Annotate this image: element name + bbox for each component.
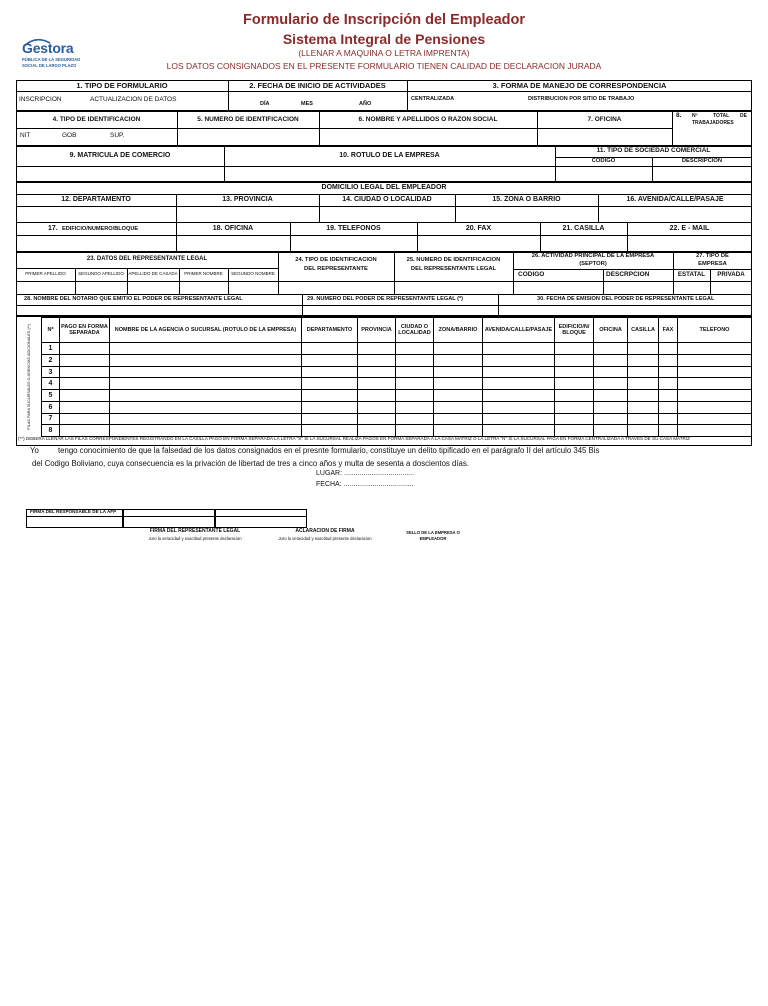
table-row — [42, 413, 752, 425]
aclaracion-label: ACLARACION DE FIRMA — [295, 528, 355, 534]
row-number: 8 — [42, 425, 60, 437]
sucursales-side-label-wrap — [17, 318, 41, 436]
cell[interactable] — [358, 355, 396, 367]
row-number: 2 — [42, 355, 60, 367]
cell[interactable] — [628, 378, 659, 390]
cell[interactable] — [396, 378, 434, 390]
cell[interactable] — [628, 390, 659, 402]
cell[interactable] — [678, 343, 752, 355]
option-centralizada[interactable]: CENTRALIZADA — [411, 96, 455, 102]
cell[interactable] — [555, 378, 594, 390]
cell[interactable] — [483, 413, 555, 425]
cell[interactable] — [434, 413, 483, 425]
field-19-label: 19. TELEFONOS — [326, 225, 381, 232]
sworn-statement-note: LOS DATOS CONSIGNADOS EN EL PRESENTE FORMULARIO TIENEN CALIDAD DE DECLARACION JURADA — [166, 61, 602, 71]
afp-signature-box-3 — [215, 509, 307, 528]
field-7-label: 7. OFICINA — [587, 116, 622, 123]
field-12-label: 12. DEPARTAMENTO — [61, 196, 131, 203]
domicilio-box — [16, 182, 752, 252]
rep-signature-note: Juro la veracidad y exactitud presente declaracion — [148, 536, 242, 541]
aclaracion-note: Juro la veracidad y exactitud presente declaracion — [278, 536, 372, 541]
field-22-label: 22. E - MAIL — [669, 225, 710, 232]
field-9-label: 9. MATRICULA DE COMERCIO — [69, 152, 171, 159]
cell[interactable] — [60, 355, 110, 367]
cell[interactable] — [678, 366, 752, 378]
field-17-number: 17. — [48, 225, 58, 232]
col-header: CIUDAD O LOCALIDAD — [396, 318, 434, 343]
cell[interactable] — [594, 425, 628, 437]
logo-arc-icon — [22, 37, 52, 47]
lugar-field[interactable]: LUGAR: .................................... — [316, 470, 415, 477]
col-header: PAGO EN FORMA SEPARADA — [60, 318, 110, 343]
cell[interactable] — [434, 366, 483, 378]
form-title: Formulario de Inscripción del Empleador — [243, 12, 525, 28]
col-header: DEPARTAMENTO — [302, 318, 358, 343]
cell[interactable] — [358, 378, 396, 390]
cell[interactable] — [110, 366, 302, 378]
cell[interactable] — [594, 366, 628, 378]
field-4-label: 4. TIPO DE IDENTIFICACION — [52, 116, 141, 123]
cell[interactable] — [396, 401, 434, 413]
field-25-label-a: 25. NUMERO DE IDENTIFICACION — [406, 257, 501, 263]
afp-signature-box-2 — [123, 509, 215, 528]
field-27-label-b: EMPRESA — [698, 261, 727, 267]
cell[interactable] — [483, 401, 555, 413]
cell[interactable] — [659, 378, 678, 390]
cell[interactable] — [678, 390, 752, 402]
field-25-label-b: DEL REPRESENTANTE LEGAL — [410, 266, 497, 272]
cell[interactable] — [110, 390, 302, 402]
cell[interactable] — [60, 378, 110, 390]
cell[interactable] — [628, 425, 659, 437]
field-18-label: 18. OFICINA — [212, 225, 254, 232]
cell[interactable] — [358, 413, 396, 425]
cell[interactable] — [110, 425, 302, 437]
option-sup[interactable]: SUP. — [110, 132, 125, 139]
cell[interactable] — [434, 401, 483, 413]
cell[interactable] — [628, 343, 659, 355]
sello-label-2: EMPLEADOR — [419, 536, 447, 541]
field-24-label-b: DEL REPRESENTANTE — [304, 266, 368, 272]
cell[interactable] — [628, 355, 659, 367]
declaration-line-2: del Codigo Boliviano, cuya consecuencia es la privación de libertad de tres a cinco años y multa de sesenta a doscientos días. — [32, 459, 469, 468]
cell[interactable] — [555, 425, 594, 437]
cell[interactable] — [434, 343, 483, 355]
sucursales-side-label: FILAS PARA SUCURSALES O AGENCIAS ADICIONALES (**) — [27, 324, 31, 430]
table-row — [42, 378, 752, 390]
cell[interactable] — [659, 355, 678, 367]
fecha-field[interactable]: FECHA: .................................... — [316, 481, 414, 488]
cell[interactable] — [678, 425, 752, 437]
sucursales-note: (**) DEBERA LLENAR LAS FILAS CORRESPONDIENTES REGISTRANDO EN LA CASILLA PAGO EN FORMA SEPARADA LA LETRA "S" SI LA SUCURSAL REALIZA PAGOS EN FORMA SEPARADA A LA CASA MATRIZ O LA LETRA "N" SI LA SUCURSAL PAGA EN FORMA CENTRALIZADA A TRAVES DE SU CASA MATRIZ — [18, 436, 690, 441]
col-header: PROVINCIA — [358, 318, 396, 343]
col-header: EDIFICIO/N/ BLOQUE — [555, 318, 594, 343]
cell[interactable] — [555, 343, 594, 355]
table-row — [42, 343, 752, 355]
cell[interactable] — [396, 413, 434, 425]
row-number: 3 — [42, 366, 60, 378]
cell[interactable] — [594, 413, 628, 425]
field-5-label: 5. NUMERO DE IDENTIFICACION — [197, 116, 299, 123]
cell[interactable] — [396, 425, 434, 437]
table-row — [42, 401, 752, 413]
table-header-row — [42, 318, 752, 343]
cell[interactable] — [60, 390, 110, 402]
fill-instruction: (LLENAR A MAQUINA O LETRA IMPRENTA) — [298, 48, 470, 58]
cell[interactable] — [60, 413, 110, 425]
cell[interactable] — [434, 390, 483, 402]
cell[interactable] — [358, 401, 396, 413]
cell[interactable] — [678, 413, 752, 425]
col-header: Nº — [42, 318, 60, 343]
col-header: NOMBRE DE LA AGENCIA O SUCURSAL (ROTULO DE LA EMPRESA) — [110, 318, 302, 343]
cell[interactable] — [60, 425, 110, 437]
cell[interactable] — [483, 378, 555, 390]
cell[interactable] — [483, 390, 555, 402]
primer-apellido-label: PRIMER APELLIDO — [25, 271, 66, 276]
row-number: 1 — [42, 343, 60, 355]
field-14-label: 14. CIUDAD O LOCALIDAD — [342, 196, 432, 203]
cell[interactable] — [396, 355, 434, 367]
field-2-label: 2. FECHA DE INICIO DE ACTIVIDADES — [249, 81, 386, 90]
year-label: AÑO — [359, 101, 372, 107]
cell[interactable] — [110, 378, 302, 390]
cell[interactable] — [302, 378, 358, 390]
codigo-26-label: CODIGO — [518, 271, 545, 278]
field-16-label: 16. AVENIDA/CALLE/PASAJE — [626, 196, 724, 203]
field-13-label: 13. PROVINCIA — [222, 196, 273, 203]
afp-signature-label: FIRMA DEL RESPONSABLE DE LA AFP — [30, 509, 117, 514]
col-header: AVENIDA/CALLE/PASAJE — [483, 318, 555, 343]
declaration-yo: Yo — [30, 446, 39, 455]
table-row — [42, 425, 752, 437]
col-header: ZONA/BARRIO — [434, 318, 483, 343]
field-20-label: 20. FAX — [465, 225, 492, 232]
field-27-label-a: 27. TIPO DE — [696, 253, 729, 259]
cell[interactable] — [555, 413, 594, 425]
cell[interactable] — [302, 401, 358, 413]
row-number: 4 — [42, 378, 60, 390]
month-label: MES — [301, 101, 313, 107]
field-24-label-a: 24. TIPO DE IDENTIFICACION — [295, 257, 377, 263]
cell[interactable] — [358, 425, 396, 437]
cell[interactable] — [302, 355, 358, 367]
field-17-label: EDIFICIO/NUMERO/BLOQUE — [62, 226, 139, 232]
option-nit[interactable]: NIT — [20, 132, 31, 139]
descripcion-label: DESCRIPCION — [681, 158, 723, 164]
cell[interactable] — [555, 366, 594, 378]
cell[interactable] — [110, 413, 302, 425]
cell[interactable] — [594, 343, 628, 355]
day-label: DÍA — [260, 101, 270, 107]
cell[interactable] — [555, 355, 594, 367]
cell[interactable] — [434, 378, 483, 390]
col-header: CASILLA — [628, 318, 659, 343]
field-26-label-b: (SEPTOR) — [579, 261, 607, 267]
cell[interactable] — [659, 413, 678, 425]
primer-nombre-label: PRIMER NOMBRE — [184, 271, 223, 276]
cell[interactable] — [594, 390, 628, 402]
cell[interactable] — [302, 413, 358, 425]
sello-label-1: SELLO DE LA EMPRESA O — [406, 530, 460, 535]
table-row — [42, 355, 752, 367]
field-3-label: 3. FORMA DE MANEJO DE CORRESPONDENCIA — [492, 81, 667, 90]
table-row — [42, 366, 752, 378]
option-gob[interactable]: GOB — [62, 132, 77, 139]
cell[interactable] — [555, 401, 594, 413]
cell[interactable] — [555, 390, 594, 402]
field-8-label-a: Nº — [692, 113, 698, 119]
col-header: FAX — [659, 318, 678, 343]
domicilio-title: DOMICILIO LEGAL DEL EMPLEADOR — [321, 184, 447, 191]
cell[interactable] — [659, 401, 678, 413]
cell[interactable] — [628, 366, 659, 378]
cell[interactable] — [302, 390, 358, 402]
cell[interactable] — [60, 343, 110, 355]
descripcion-26-label: DESCRPCION — [606, 271, 650, 278]
cell[interactable] — [483, 343, 555, 355]
sucursales-table — [41, 317, 751, 437]
cell[interactable] — [302, 343, 358, 355]
cell[interactable] — [659, 343, 678, 355]
cell[interactable] — [110, 343, 302, 355]
cell[interactable] — [302, 425, 358, 437]
cell[interactable] — [659, 425, 678, 437]
cell[interactable] — [396, 390, 434, 402]
cell[interactable] — [483, 366, 555, 378]
field-23-label: 23. DATOS DEL REPRESENTANTE LEGAL — [86, 256, 208, 262]
field-6-label: 6. NOMBRE Y APELLIDOS O RAZON SOCIAL — [358, 116, 498, 123]
segundo-apellido-label: SEGUNDO APELLIDO — [78, 271, 124, 276]
field-28-label: 28. NOMBRE DEL NOTARIO QUE EMITIO EL PODER DE REPRESENTANTE LEGAL — [24, 296, 243, 302]
cell[interactable] — [358, 366, 396, 378]
cell[interactable] — [594, 355, 628, 367]
field-8-label-d: TRABAJADORES — [692, 120, 734, 126]
logo-wordmark: Gestora — [22, 40, 74, 56]
field-21-label: 21. CASILLA — [562, 225, 605, 232]
cell[interactable] — [396, 343, 434, 355]
cell[interactable] — [483, 425, 555, 437]
cell[interactable] — [594, 401, 628, 413]
cell[interactable] — [60, 401, 110, 413]
option-inscripcion[interactable]: INSCRIPCION — [19, 96, 62, 103]
logo-line-2: SOCIAL DE LARGO PLAZO — [22, 63, 77, 68]
row-number: 5 — [42, 390, 60, 402]
cell[interactable] — [434, 355, 483, 367]
field-29-label: 29. NUMERO DEL PODER DE REPRESENTANTE LEGAL (*) — [307, 296, 464, 302]
field-26-label-a: 26. ACTIVIDAD PRINCIPAL DE LA EMPRESA — [531, 253, 655, 259]
cell[interactable] — [659, 390, 678, 402]
row-number: 7 — [42, 413, 60, 425]
cell[interactable] — [302, 366, 358, 378]
field-15-label: 15. ZONA O BARRIO — [492, 196, 561, 203]
declaration-line-1: tengo conocimiento de que la falsedad de los datos consignados en el presnte formulario, constituye un delito tipificado en el parágrafo II del artículo 345 Bis — [58, 446, 600, 455]
option-privada[interactable]: PRIVADA — [717, 271, 745, 278]
cell[interactable] — [110, 401, 302, 413]
option-actualizacion[interactable]: ACTUALIZACION DE DATOS — [90, 96, 177, 103]
cell[interactable] — [678, 401, 752, 413]
cell[interactable] — [678, 378, 752, 390]
gestora-logo — [22, 40, 92, 68]
cell[interactable] — [60, 366, 110, 378]
cell[interactable] — [483, 355, 555, 367]
rep-signature-label: FIRMA DEL REPRESENTANTE LEGAL — [149, 528, 241, 534]
logo-line-1: PÚBLICA DE LA SEGURIDAD — [22, 57, 81, 62]
cell[interactable] — [628, 401, 659, 413]
cell[interactable] — [358, 390, 396, 402]
row-number: 6 — [42, 401, 60, 413]
cell[interactable] — [434, 425, 483, 437]
col-header: OFICINA — [594, 318, 628, 343]
field-10-label: 10. ROTULO DE LA EMPRESA — [339, 152, 440, 159]
table-row — [42, 390, 752, 402]
field-8-label-c: DE — [740, 113, 747, 119]
option-distribucion[interactable]: DISTRIBUCION POR SITIO DE TRABAJO — [528, 96, 635, 102]
cell[interactable] — [396, 366, 434, 378]
cell[interactable] — [628, 413, 659, 425]
apellido-casada-label: APELLIDO DE CASADA — [128, 271, 178, 276]
field-30-label: 30. FECHA DE EMISION DEL PODER DE REPRESENTANTE LEGAL — [537, 296, 715, 302]
option-estatal[interactable]: ESTATAL — [677, 271, 706, 278]
form-subtitle: Sistema Integral de Pensiones — [282, 31, 486, 47]
cell[interactable] — [110, 355, 302, 367]
cell[interactable] — [659, 366, 678, 378]
cell[interactable] — [358, 343, 396, 355]
codigo-label: CODIGO — [591, 158, 616, 164]
cell[interactable] — [594, 378, 628, 390]
field-11-label: 11. TIPO DE SOCIEDAD COMERCIAL — [596, 147, 711, 154]
field-8-number: 8. — [676, 112, 682, 119]
segundo-nombre-label: SEGUNDO NOMBRE — [231, 271, 275, 276]
field-1-label: 1. TIPO DE FORMULARIO — [76, 81, 168, 90]
field-8-label-b: TOTAL — [713, 113, 730, 119]
cell[interactable] — [678, 355, 752, 367]
col-header: TELEFONO — [678, 318, 752, 343]
